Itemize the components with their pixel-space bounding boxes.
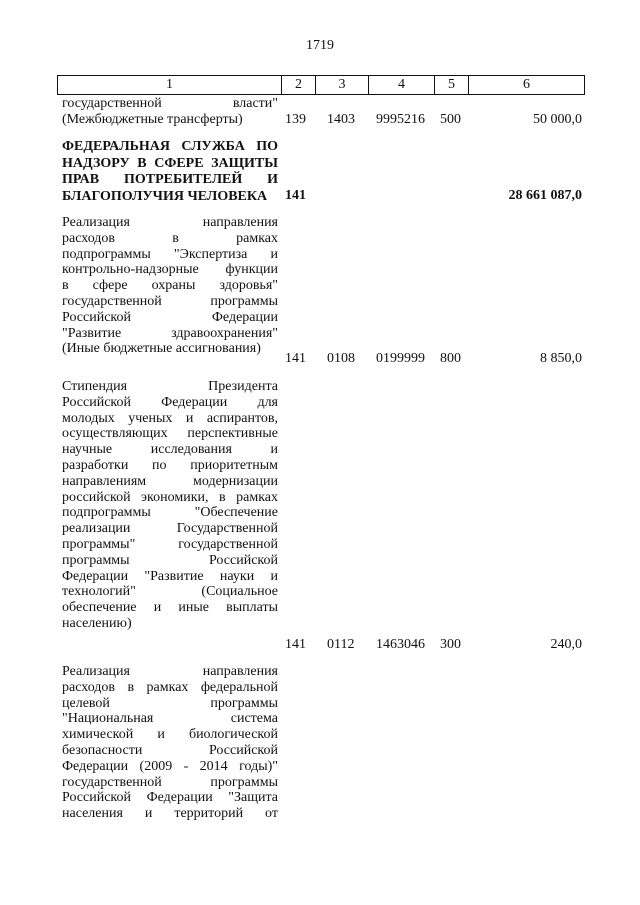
row-code: 141 xyxy=(285,637,306,652)
row-description xyxy=(62,96,278,128)
header-col-6: 6 xyxy=(468,76,584,94)
row-description-line: Федерации (2009 - 2014 годы)" xyxy=(62,758,278,774)
row-description-line: безопасности Российской xyxy=(62,742,278,758)
row-description-line: контрольно-надзорные функции xyxy=(62,262,278,278)
row-description-line: разработки по приоритетным xyxy=(62,457,278,473)
row-description xyxy=(62,664,278,822)
row-description-line: государственной программы xyxy=(62,293,278,309)
row-description-line: программы Российской xyxy=(62,552,278,568)
row-description-line: БЛАГОПОЛУЧИЯ ЧЕЛОВЕКА xyxy=(62,188,268,204)
row-description-line: государственной программы xyxy=(62,774,278,790)
row-description-line: Стипендия Президента xyxy=(62,379,278,394)
row-description-line: технологий" (Социальное xyxy=(62,584,278,600)
row-description-line: населению) xyxy=(62,615,132,631)
row-description-line: Федерации "Развитие науки и xyxy=(62,568,278,584)
row-description-line: Реализация направления xyxy=(62,215,278,230)
row-description-line: подпрограммы "Экспертиза и xyxy=(62,246,278,262)
row-description-line: расходов в рамках xyxy=(62,230,278,246)
row-code: 139 xyxy=(285,112,306,127)
row-description-line: осуществляющих перспективные xyxy=(62,426,278,442)
row-description-line: "Развитие здравоохранения" xyxy=(62,325,278,341)
row-description-line: государственной власти" xyxy=(62,96,278,111)
row-description xyxy=(62,215,278,357)
row-description-line: Российской Федерации "Защита xyxy=(62,790,278,806)
row-description-line: целевой программы xyxy=(62,695,278,711)
row-description-line: научные исследования и xyxy=(62,442,278,458)
row-description-line: Реализация направления xyxy=(62,664,278,679)
row-description-line: (Иные бюджетные ассигнования) xyxy=(62,341,261,357)
header-col-1: 1 xyxy=(166,77,173,92)
row-description-line: Российской Федерации xyxy=(62,309,278,325)
header-col-5: 5 xyxy=(434,76,468,94)
row-description-line: молодых ученых и аспирантов, xyxy=(62,410,278,426)
header-col-4: 4 xyxy=(368,76,434,94)
row-article: 0199999 xyxy=(376,351,425,366)
row-description-line: ФЕДЕРАЛЬНАЯ СЛУЖБА ПО xyxy=(62,139,278,154)
row-type: 300 xyxy=(440,637,461,652)
row-sum: 240,0 xyxy=(550,637,582,652)
row-description-line: ПРАВ ПОТРЕБИТЕЛЕЙ И xyxy=(62,172,278,187)
row-description-line: подпрограммы "Обеспечение xyxy=(62,505,278,521)
row-type: 500 xyxy=(440,112,461,127)
header-col-2: 2 xyxy=(281,76,315,94)
row-type: 800 xyxy=(440,351,461,366)
row-description-line: направлениям модернизации xyxy=(62,473,278,489)
row-sum: 50 000,0 xyxy=(533,112,582,127)
row-description-line: российской экономики, в рамках xyxy=(62,489,278,505)
row-description xyxy=(62,379,278,632)
row-description-line: в сфере охраны здоровья" xyxy=(62,278,278,294)
page-number: 1719 xyxy=(306,38,334,53)
row-article: 1463046 xyxy=(376,637,425,652)
row-sum: 8 850,0 xyxy=(540,351,582,366)
row-description-line: химической и биологической xyxy=(62,727,278,743)
row-code: 141 xyxy=(285,351,306,366)
row-section: 0112 xyxy=(327,637,355,652)
row-description-line: населения и территорий от xyxy=(62,806,278,822)
row-description-line: (Межбюджетные трансферты) xyxy=(62,111,243,127)
row-description xyxy=(62,139,278,205)
row-article: 9995216 xyxy=(376,112,425,127)
row-section: 1403 xyxy=(327,112,355,127)
row-description-line: НАДЗОРУ В СФЕРЕ ЗАЩИТЫ xyxy=(62,155,278,171)
row-section: 0108 xyxy=(327,351,355,366)
table-header-row xyxy=(57,75,585,95)
row-description-line: реализации Государственной xyxy=(62,521,278,537)
row-description-line: расходов в рамках федеральной xyxy=(62,679,278,695)
row-description-line: "Национальная система xyxy=(62,711,278,727)
row-description-line: программы" государственной xyxy=(62,536,278,552)
row-description-line: Российской Федерации для xyxy=(62,394,278,410)
row-code: 141 xyxy=(285,188,306,203)
header-col-3: 3 xyxy=(315,76,368,94)
row-description-line: обеспечение и иные выплаты xyxy=(62,600,278,616)
row-sum: 28 661 087,0 xyxy=(508,188,582,203)
